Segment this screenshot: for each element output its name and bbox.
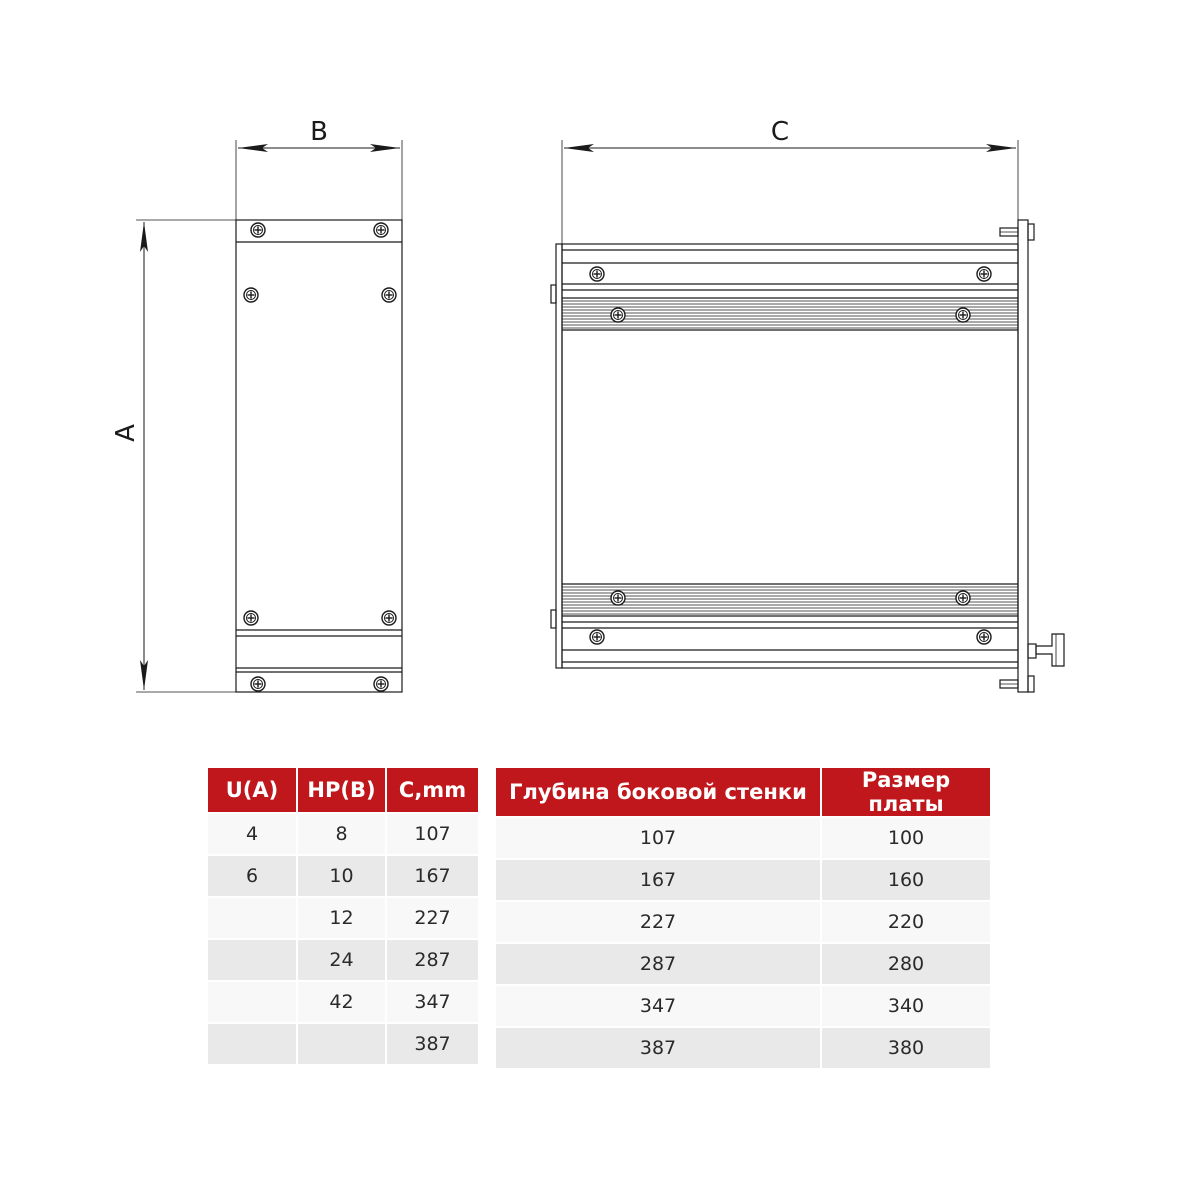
- table-cell: 387: [387, 1022, 478, 1064]
- table-cell: 347: [387, 980, 478, 1022]
- table-row: [496, 942, 990, 984]
- dimension-b-label: B: [310, 117, 328, 147]
- table-cell: [298, 1022, 385, 1064]
- table-cell: [208, 938, 296, 980]
- table-header-row: [208, 768, 478, 812]
- table-row: [208, 896, 478, 938]
- top-hatch: [562, 301, 1018, 328]
- table-row: [496, 984, 990, 1026]
- bottom-hatch: [562, 587, 1018, 614]
- table-cell: 107: [496, 816, 820, 858]
- table-row: [496, 1026, 990, 1068]
- table-row: [496, 858, 990, 900]
- table-cell: 220: [822, 900, 990, 942]
- table-cell: 8: [298, 812, 385, 854]
- table-row: [208, 812, 478, 854]
- table-header-row: [496, 768, 990, 816]
- table-cell: 380: [822, 1026, 990, 1068]
- table-cell: 100: [822, 816, 990, 858]
- table-cell: 160: [822, 858, 990, 900]
- table-cell: 6: [208, 854, 296, 896]
- table-cell: 107: [387, 812, 478, 854]
- table-cell: [208, 896, 296, 938]
- header-board-size: Размер платы: [822, 768, 990, 816]
- table-cell: 24: [298, 938, 385, 980]
- table-cell: 227: [496, 900, 820, 942]
- table-cell: 167: [387, 854, 478, 896]
- table-cell: 10: [298, 854, 385, 896]
- table-cell: 4: [208, 812, 296, 854]
- dimension-c-label: C: [770, 117, 790, 147]
- table-row: [208, 980, 478, 1022]
- table-row: [208, 938, 478, 980]
- table-cell: 227: [387, 896, 478, 938]
- front-screws: [244, 223, 396, 691]
- table-row: [496, 816, 990, 858]
- side-body: [562, 244, 1018, 668]
- table-cell: 287: [387, 938, 478, 980]
- front-panel: [236, 220, 402, 692]
- header-c-mm: C,mm: [387, 768, 478, 812]
- table-row: [496, 900, 990, 942]
- table-cell: 287: [496, 942, 820, 984]
- table-row: [208, 1022, 478, 1064]
- table-cell: 347: [496, 984, 820, 1026]
- table-cell: 280: [822, 942, 990, 984]
- header-u-a: U(A): [208, 768, 296, 812]
- table-cell: 340: [822, 984, 990, 1026]
- table-row: [208, 854, 478, 896]
- size-table-left: [206, 768, 480, 1064]
- front-view: [136, 140, 402, 692]
- table-cell: 167: [496, 858, 820, 900]
- size-table-right: [494, 768, 992, 1068]
- table-cell: 42: [298, 980, 385, 1022]
- table-cell: [208, 980, 296, 1022]
- header-hp-b: HP(B): [298, 768, 385, 812]
- side-screws: [590, 267, 991, 644]
- table-cell: 387: [496, 1026, 820, 1068]
- header-side-wall-depth: Глубина боковой стенки: [496, 768, 820, 816]
- table-cell: [208, 1022, 296, 1064]
- table-cell: 12: [298, 896, 385, 938]
- side-view: [551, 140, 1064, 692]
- dimension-a-label: A: [111, 424, 141, 442]
